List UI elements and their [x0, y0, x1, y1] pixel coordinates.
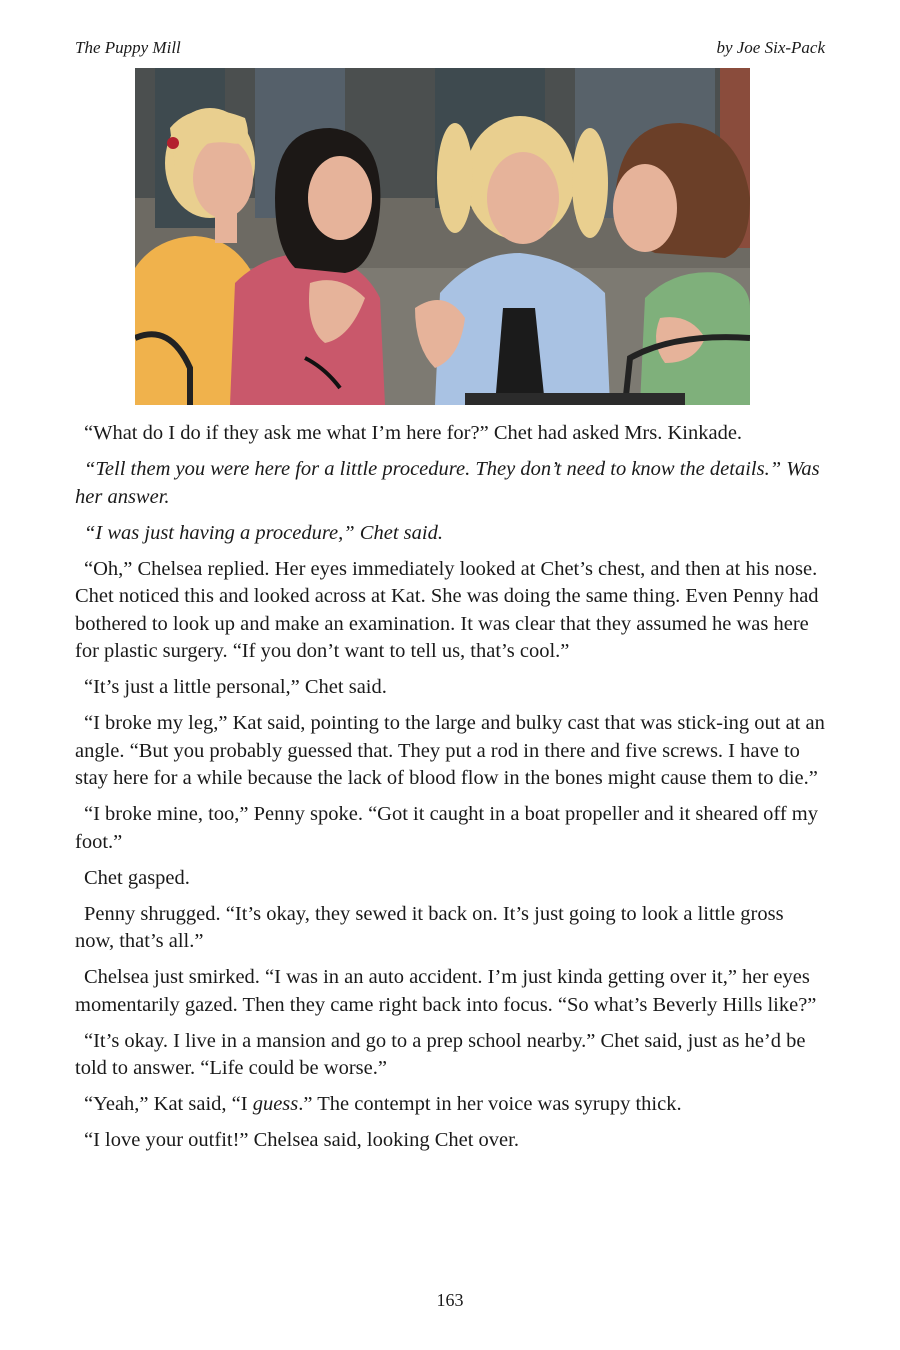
running-header — [75, 38, 825, 60]
page-number: 163 — [436, 1290, 464, 1310]
paragraph-italic: “I was just having a procedure,” Chet said. — [84, 521, 443, 544]
illustration-photo — [135, 68, 750, 405]
photo-scene — [135, 68, 750, 405]
paragraph — [75, 1091, 825, 1119]
paragraph: “Oh,” Chelsea replied. Her eyes immediately looked at Chet’s chest, and then at his nose. Chet noticed this and looked across at Kat. She was doing the same thing. Even Penny had bothered to look up and make an examination. It was clear that they assumed he was here for plastic surgery. “If you don’t want to tell us, that’s cool.” — [75, 557, 819, 662]
paragraph: “I love your outfit!” Chelsea said, looking Chet over. — [84, 1129, 519, 1151]
paragraph: “It’s just a little personal,” Chet said. — [84, 676, 387, 698]
paragraph: “It’s okay. I live in a mansion and go to a prep school nearby.” Chet said, just as he’d be told to answer. “Life could be worse.” — [75, 1029, 806, 1079]
paragraph: Chelsea just smirked. “I was in an auto accident. I’m just kinda getting over it,” her eyes momentarily gazed. Then they came right back into focus. “So what’s Beverly Hills like?” — [75, 966, 817, 1016]
paragraph: “I broke my leg,” Kat said, pointing to the large and bulky cast that was stick-ing out at an angle. “But you probably guessed that. They put a rod in there and five screws. I have to stay here for a while because the lack of blood flow in the bones might cause them to die.” — [75, 712, 825, 789]
paragraph: Chet gasped. — [84, 866, 190, 889]
text-run: “Yeah,” Kat said, “I — [84, 1093, 253, 1115]
paragraph: Penny shrugged. “It’s okay, they sewed it back on. It’s just going to look a little gross now, that’s all.” — [75, 902, 784, 952]
story-text — [75, 420, 825, 1163]
paragraph: “I broke mine, too,” Penny spoke. “Got it caught in a boat propeller and it sheared off my foot.” — [75, 803, 818, 853]
paragraph-italic: “Tell them you were here for a little procedure. They don’t need to know the details.” Was her answer. — [75, 458, 820, 508]
paragraph: “What do I do if they ask me what I’m here for?” Chet had asked Mrs. Kinkade. — [84, 422, 743, 444]
author-name: by Joe Six-Pack — [716, 38, 825, 57]
emphasis-word: guess — [252, 1093, 299, 1115]
text-run: .” The contempt in her voice was syrupy thick. — [298, 1093, 682, 1115]
book-title: The Puppy Mill — [75, 38, 181, 57]
